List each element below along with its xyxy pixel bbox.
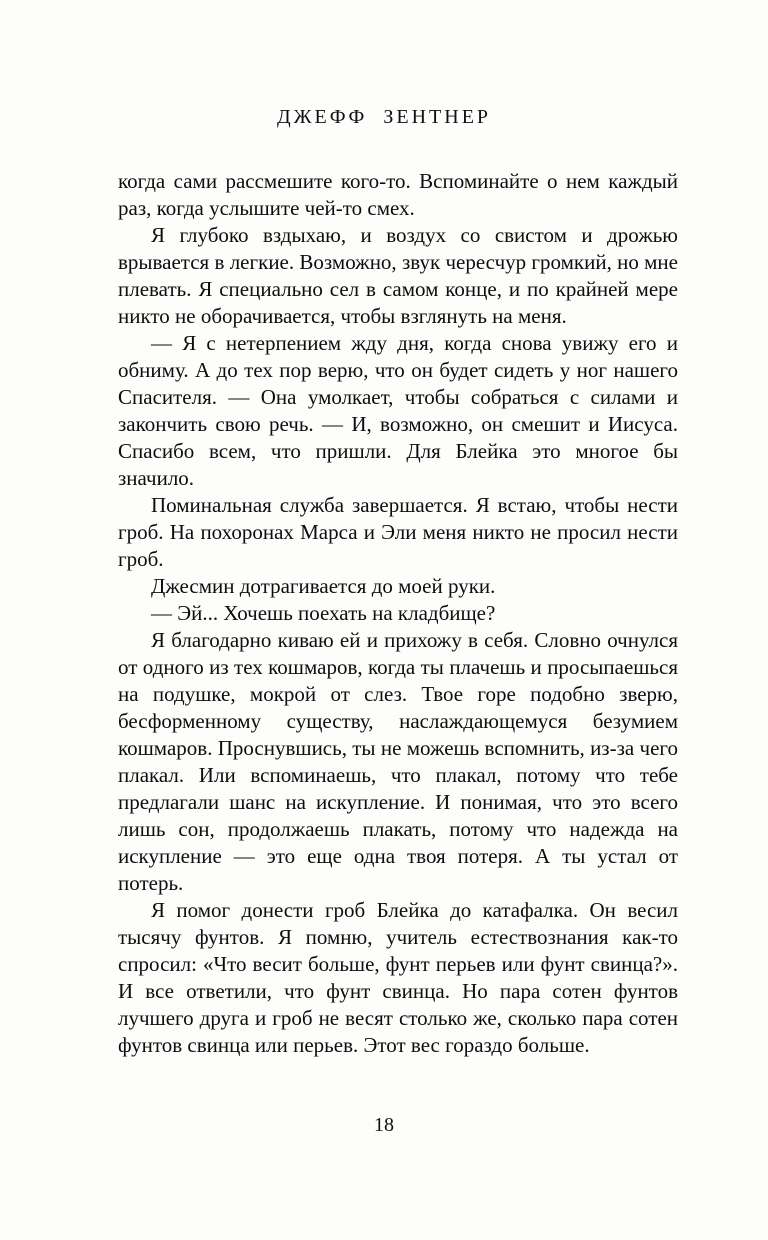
- paragraph: Поминальная служба завершается. Я встаю, чтобы нести гроб. На похоронах Марса и Эли меня никто не просил нести гроб.: [118, 493, 678, 571]
- paragraph: когда сами рассмешите кого-то. Вспоминайте о нем каждый раз, когда услышите чей-то смех.: [118, 169, 678, 220]
- running-header: ДЖЕФФ ЗЕНТНЕР: [276, 106, 492, 128]
- paragraph: Я благодарно киваю ей и прихожу в себя. Словно очнулся от одного из тех кошмаров, когда ты плачешь и просыпаешься на подушке, мокрой от слез. Твое горе подобно зверю, бесформенному существу, наслаждающемуся безумием кошмаров. Проснувшись, ты не можешь вспомнить, из-за чего плакал. Или вспоминаешь, что плакал, потому что тебе предлагали шанс на искупление. И понимая, что это всего лишь сон, продолжаешь плакать, потому что надежда на искупление — это еще одна твоя потеря. А ты устал от потерь.: [118, 628, 678, 895]
- paragraph: — Я с нетерпением жду дня, когда снова увижу его и обниму. А до тех пор верю, что он будет сидеть у ног нашего Спасителя. — Она умолкает, чтобы собраться с силами и закончить свою речь. — И, возможно, он смешит и Иисуса. Спасибо всем, что пришли. Для Блейка это многое бы значило.: [118, 331, 678, 490]
- page-body: [118, 168, 678, 1059]
- paragraph: Джесмин дотрагивается до моей руки.: [151, 574, 496, 598]
- page-number: 18: [374, 1114, 394, 1136]
- paragraph: — Эй... Хочешь поехать на кладбище?: [151, 601, 496, 625]
- paragraph: Я помог донести гроб Блейка до катафалка. Он весил тысячу фунтов. Я помню, учитель естествознания как-то спросил: «Что весит больше, фунт перьев или фунт свинца?». И все ответили, что фунт свинца. Но пара сотен фунтов лучшего друга и гроб не весят столько же, сколько пара сотен фунтов свинца или перьев. Этот вес гораздо больше.: [118, 898, 678, 1057]
- paragraph: Я глубоко вздыхаю, и воздух со свистом и дрожью врывается в легкие. Возможно, звук чересчур громкий, но мне плевать. Я специально сел в самом конце, и по крайней мере никто не оборачивается, чтобы взглянуть на меня.: [118, 223, 678, 328]
